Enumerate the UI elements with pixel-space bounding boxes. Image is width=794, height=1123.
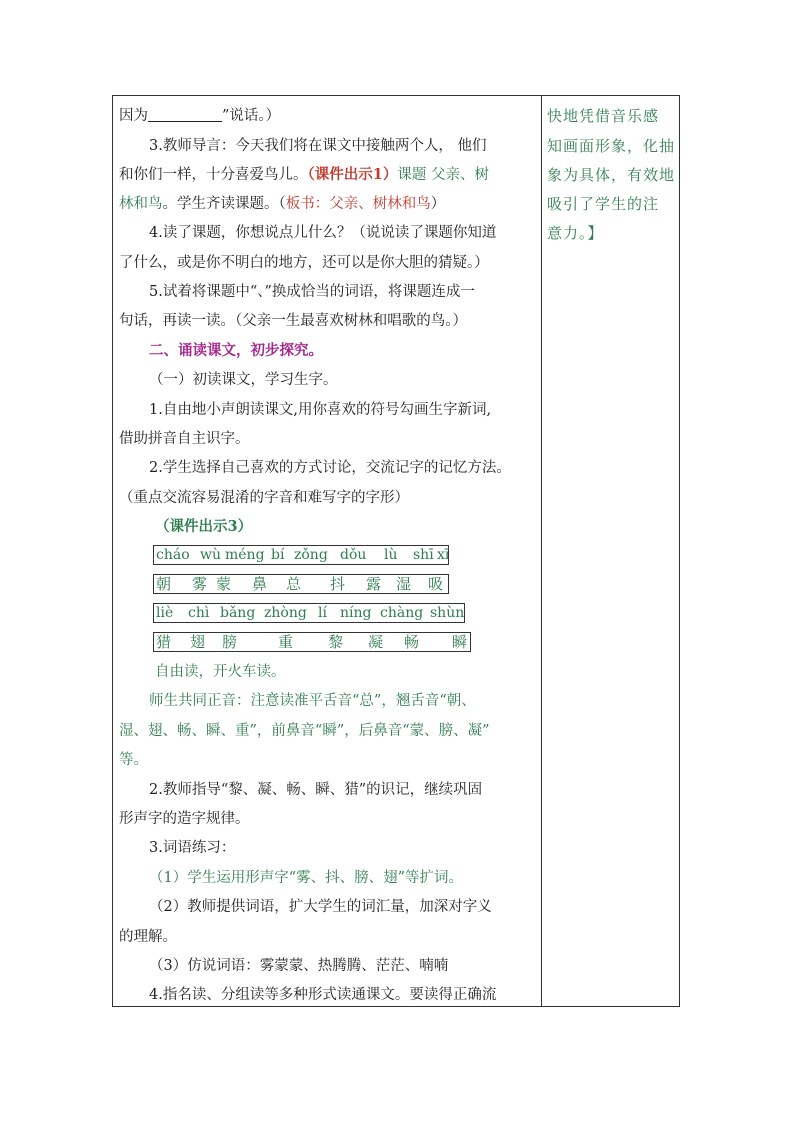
character: 猎 [156, 633, 172, 651]
side-note-line: 吸引了学生的注 [547, 195, 660, 213]
text-line: 形声字的造字规律。 [119, 811, 250, 827]
character: 鼻 [252, 575, 268, 593]
character: 重 [278, 633, 294, 651]
text-line: 5.试着将课题中“、”换成恰当的词语，将课题连成一 [149, 284, 475, 300]
text-line: 2.学生选择自己喜欢的方式讨论，交流记字的记忆方法。 [149, 460, 511, 476]
text-line: 湿、翅、畅、瞬、重”，前鼻音“瞬”，后鼻音“蒙、膀、凝” [119, 723, 490, 739]
character: 瞬 [452, 633, 468, 651]
character: 凝 [368, 633, 384, 651]
text-line: （2）教师提供词语，扩大学生的词汇量，加深对字义 [149, 899, 492, 915]
text-line: 借助拼音自主识字。 [119, 431, 250, 447]
character: 朝 [156, 575, 172, 593]
char-box-row2 [153, 632, 471, 652]
character: 抖 [330, 575, 346, 593]
pinyin: chàng [380, 605, 424, 621]
courseware-1-label: （课件出示1） [307, 166, 398, 183]
character: 总 [286, 575, 302, 593]
text-line: 的理解。 [119, 929, 177, 945]
text-line: 林和鸟。学生齐读课题。（板书：父亲、树林和鸟） [119, 196, 446, 212]
subsection-heading: （一）初读课文，学习生字。 [149, 372, 338, 388]
text-line: 师生共同正音：注意读准平舌音“总”，翘舌音“朝、 [149, 693, 476, 709]
column-divider [541, 96, 542, 1006]
pinyin: zǒng [294, 547, 328, 563]
lesson-table [112, 95, 680, 1007]
fill-blank [148, 107, 222, 122]
character: 吸 [428, 575, 444, 593]
pinyin: dǒu [340, 547, 367, 563]
character: 湿 [396, 575, 412, 593]
text-line: （3）仿说词语：雾蒙蒙、热腾腾、茫茫、喃喃 [149, 958, 449, 974]
side-note-line: 象为具体，有效地 [547, 166, 676, 184]
text-line: 1.自由地小声朗读课文,用你喜欢的符号勾画生字新词, [149, 402, 492, 418]
text-line: （重点交流容易混淆的字音和难写字的字形） [119, 490, 409, 506]
character: 露 [366, 575, 382, 593]
text-line: 了什么，或是你不明白的地方，还可以是你大胆的猜疑。） [119, 255, 489, 271]
pinyin: bǎng [220, 605, 256, 621]
text-line: 句话，再读一读。（父亲一生最喜欢树林和唱歌的鸟。） [119, 313, 467, 329]
character: 雾 [192, 575, 208, 593]
character: 黎 [328, 633, 344, 651]
pinyin: bí [271, 547, 285, 563]
text-line: 4.指名读、分组读等多种形式读通课文。要读得正确流 [149, 987, 497, 1003]
pinyin: xī [437, 547, 450, 563]
pinyin: shī [413, 547, 434, 563]
text-line: 3.词语练习： [149, 840, 236, 856]
text-line: 等。 [119, 752, 148, 768]
pinyin: méng [225, 547, 265, 563]
text-line: 2.教师指导“黎、凝、畅、瞬、猎”的识记，继续巩固 [149, 782, 483, 798]
pinyin-box-row1 [153, 545, 449, 565]
pinyin: cháo [156, 547, 190, 563]
text-line: 4.读了课题，你想说点儿什么？（说说读了课题你知道 [149, 225, 497, 241]
pinyin: liè [156, 605, 174, 621]
character: 翅 [190, 633, 206, 651]
text-line: （1）学生运用形声字“雾、抖、膀、翅”等扩词。 [149, 870, 464, 886]
text-line: 3.教师导言：今天我们将在课文中接触两个人， 他们 [149, 138, 487, 154]
pinyin: wù [200, 547, 221, 563]
blackboard-note: 板书：父亲、树林和鸟 [285, 196, 431, 212]
pinyin: shùn [430, 605, 465, 621]
courseware-3-label: （课件出示3） [155, 518, 253, 535]
side-note-line: 快地凭借音乐感 [547, 107, 660, 125]
pinyin: lí [318, 605, 327, 621]
character: 膀 [222, 633, 238, 651]
pinyin-box-row2 [153, 603, 465, 623]
pinyin: níng [340, 605, 372, 621]
character: 蒙 [216, 575, 232, 593]
pinyin: chì [188, 605, 210, 621]
character: 畅 [404, 633, 420, 651]
pinyin: lù [384, 547, 398, 563]
text-line: 和你们一样，十分喜爱鸟儿。（课件出示1）课题 父亲、树 [119, 166, 489, 183]
side-note-line: 意力。】 [547, 224, 604, 242]
text-line: 因为 ”说话。） [119, 108, 281, 124]
char-box-row1 [153, 574, 449, 594]
section-heading: 二、诵读课文，初步探究。 [149, 342, 323, 359]
pinyin: zhòng [264, 605, 307, 621]
side-note-line: 知画面形象，化抽 [547, 137, 676, 155]
text-line: 自由读，开火车读。 [155, 664, 286, 680]
